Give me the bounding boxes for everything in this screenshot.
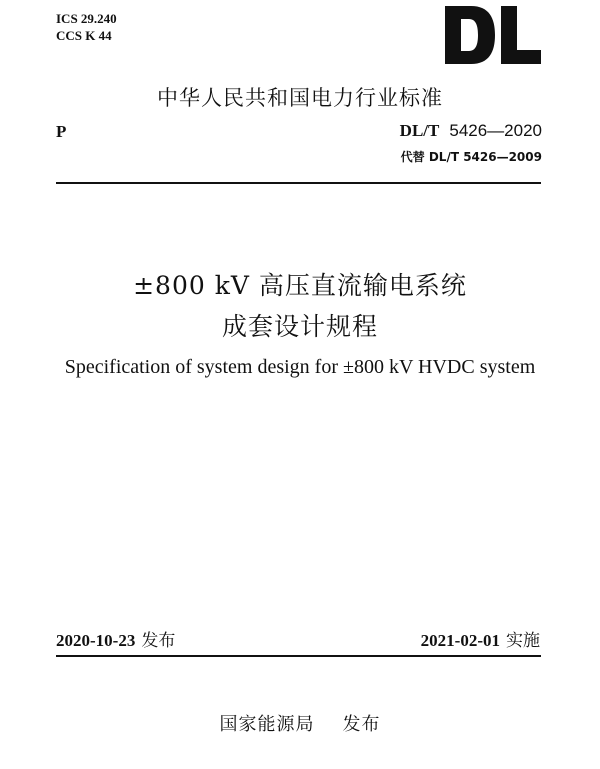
implementation-date-value: 2021-02-01 xyxy=(420,631,500,650)
publisher-name: 国家能源局 xyxy=(219,714,315,735)
top-divider xyxy=(56,182,541,184)
publisher-action: 发布 xyxy=(342,714,381,735)
implementation-date xyxy=(421,626,540,651)
organization-title: 中华人民共和国电力行业标准 xyxy=(157,86,443,110)
publisher xyxy=(0,710,600,736)
dl-logo xyxy=(443,4,543,66)
document-title-line1: ±800 kV 高压直流输电系统 xyxy=(133,271,467,300)
category-code: P xyxy=(56,122,67,141)
document-title-line2: 成套设计规程 xyxy=(221,312,378,341)
implementation-date-label: 实施 xyxy=(506,631,540,651)
document-title-english: Specification of system design for ±800 kV HVDC system xyxy=(64,356,536,378)
standard-year-number: 5426—2020 xyxy=(449,121,542,140)
issue-date-value: 2020-10-23 xyxy=(56,631,136,650)
issue-date-label: 发布 xyxy=(141,631,176,651)
standard-number xyxy=(400,120,542,142)
replaces-standard: 代替 DL/T 5426—2009 xyxy=(400,150,542,164)
ics-code: ICS 29.240 xyxy=(56,11,117,26)
standard-code: DL/T xyxy=(399,121,440,140)
issue-date xyxy=(56,626,175,651)
ccs-code: CCS K 44 xyxy=(56,28,112,43)
bottom-divider xyxy=(56,655,541,657)
